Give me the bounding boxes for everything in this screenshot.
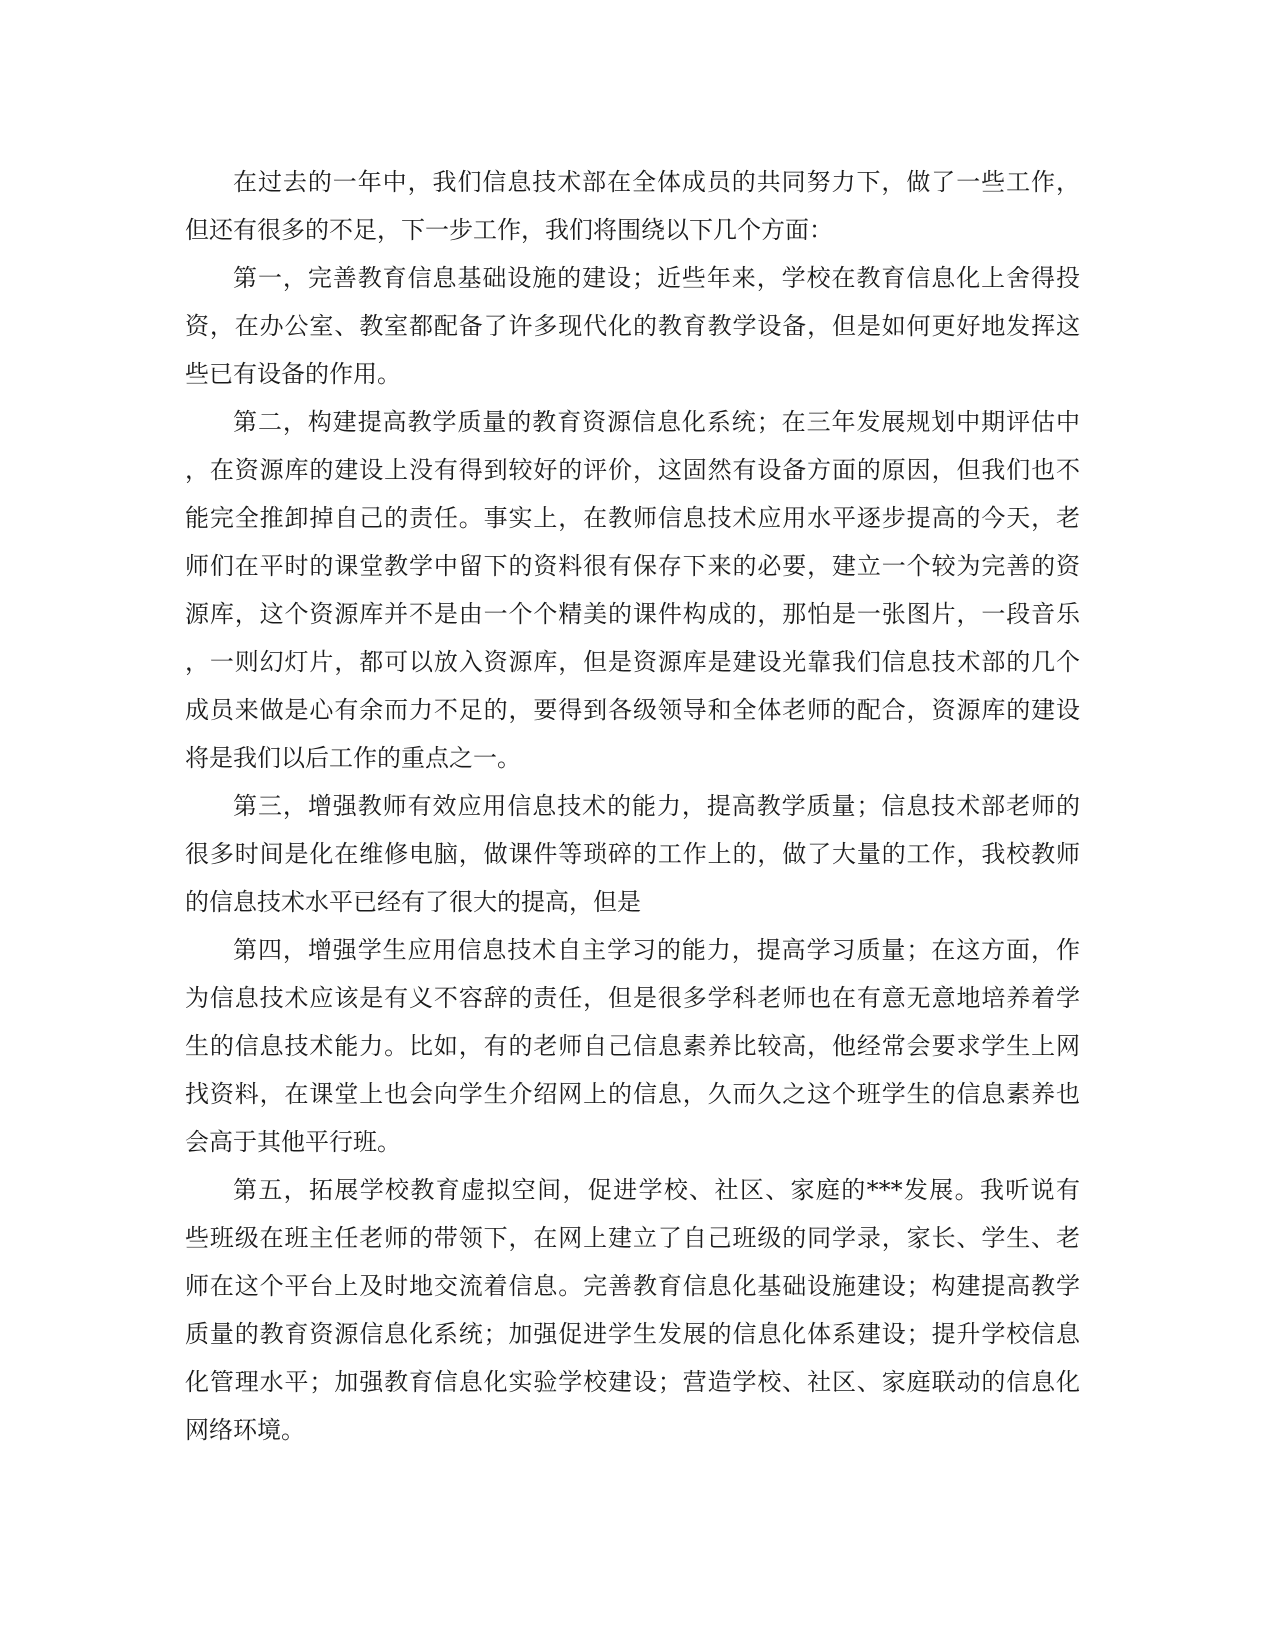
paragraph-line: 找资料，在课堂上也会向学生介绍网上的信息，久而久之这个班学生的信息素养也 bbox=[185, 1080, 1080, 1108]
paragraph-line: 资，在办公室、教室都配备了许多现代化的教育教学设备，但是如何更好地发挥这 bbox=[185, 312, 1080, 340]
paragraph-line: 化管理水平；加强教育信息化实验学校建设；营造学校、社区、家庭联动的信息化 bbox=[185, 1368, 1080, 1396]
paragraph-line: 将是我们以后工作的重点之一。 bbox=[185, 744, 521, 772]
paragraph-6 bbox=[185, 1166, 1080, 1454]
paragraph-line: 能完全推卸掉自己的责任。事实上，在教师信息技术应用水平逐步提高的今天，老 bbox=[185, 504, 1080, 532]
paragraph-line: 网络环境。 bbox=[185, 1416, 305, 1444]
paragraph-line: 的信息技术水平已经有了很大的提高，但是 bbox=[185, 888, 641, 916]
paragraph-line: 第四，增强学生应用信息技术自主学习的能力，提高学习质量；在这方面，作 bbox=[233, 936, 1080, 964]
document-body bbox=[185, 158, 1080, 1454]
paragraph-5 bbox=[185, 926, 1080, 1166]
paragraph-line: 成员来做是心有余而力不足的，要得到各级领导和全体老师的配合，资源库的建设 bbox=[185, 696, 1080, 724]
paragraph-3 bbox=[185, 398, 1080, 782]
paragraph-line: 会高于其他平行班。 bbox=[185, 1128, 401, 1156]
paragraph-line: 第三，增强教师有效应用信息技术的能力，提高教学质量；信息技术部老师的 bbox=[233, 792, 1080, 820]
paragraph-line: ，在资源库的建设上没有得到较好的评价，这固然有设备方面的原因，但我们也不 bbox=[185, 456, 1080, 484]
paragraph-line: 师在这个平台上及时地交流着信息。完善教育信息化基础设施建设；构建提高教学 bbox=[185, 1272, 1080, 1300]
paragraph-2 bbox=[185, 254, 1080, 398]
paragraph-line: 为信息技术应该是有义不容辞的责任，但是很多学科老师也在有意无意地培养着学 bbox=[185, 984, 1080, 1012]
paragraph-line: 第五，拓展学校教育虚拟空间，促进学校、社区、家庭的***发展。我听说有 bbox=[233, 1176, 1080, 1204]
paragraph-line: 质量的教育资源信息化系统；加强促进学生发展的信息化体系建设；提升学校信息 bbox=[185, 1320, 1080, 1348]
paragraph-line: 些班级在班主任老师的带领下，在网上建立了自己班级的同学录，家长、学生、老 bbox=[185, 1224, 1080, 1252]
paragraph-line: 很多时间是化在维修电脑，做课件等琐碎的工作上的，做了大量的工作，我校教师 bbox=[185, 840, 1080, 868]
paragraph-1 bbox=[185, 158, 1080, 254]
paragraph-line: 生的信息技术能力。比如，有的老师自己信息素养比较高，他经常会要求学生上网 bbox=[185, 1032, 1080, 1060]
paragraph-line: 源库，这个资源库并不是由一个个精美的课件构成的，那怕是一张图片，一段音乐 bbox=[185, 600, 1080, 628]
paragraph-4 bbox=[185, 782, 1080, 926]
paragraph-line: 但还有很多的不足，下一步工作，我们将围绕以下几个方面： bbox=[185, 216, 833, 244]
paragraph-line: ，一则幻灯片，都可以放入资源库，但是资源库是建设光靠我们信息技术部的几个 bbox=[185, 648, 1080, 676]
paragraph-line: 师们在平时的课堂教学中留下的资料很有保存下来的必要，建立一个较为完善的资 bbox=[185, 552, 1080, 580]
paragraph-line: 在过去的一年中，我们信息技术部在全体成员的共同努力下，做了一些工作， bbox=[233, 168, 1080, 196]
paragraph-line: 第一，完善教育信息基础设施的建设；近些年来，学校在教育信息化上舍得投 bbox=[233, 264, 1080, 292]
paragraph-line: 第二，构建提高教学质量的教育资源信息化系统；在三年发展规划中期评估中 bbox=[233, 408, 1080, 436]
paragraph-line: 些已有设备的作用。 bbox=[185, 360, 401, 388]
